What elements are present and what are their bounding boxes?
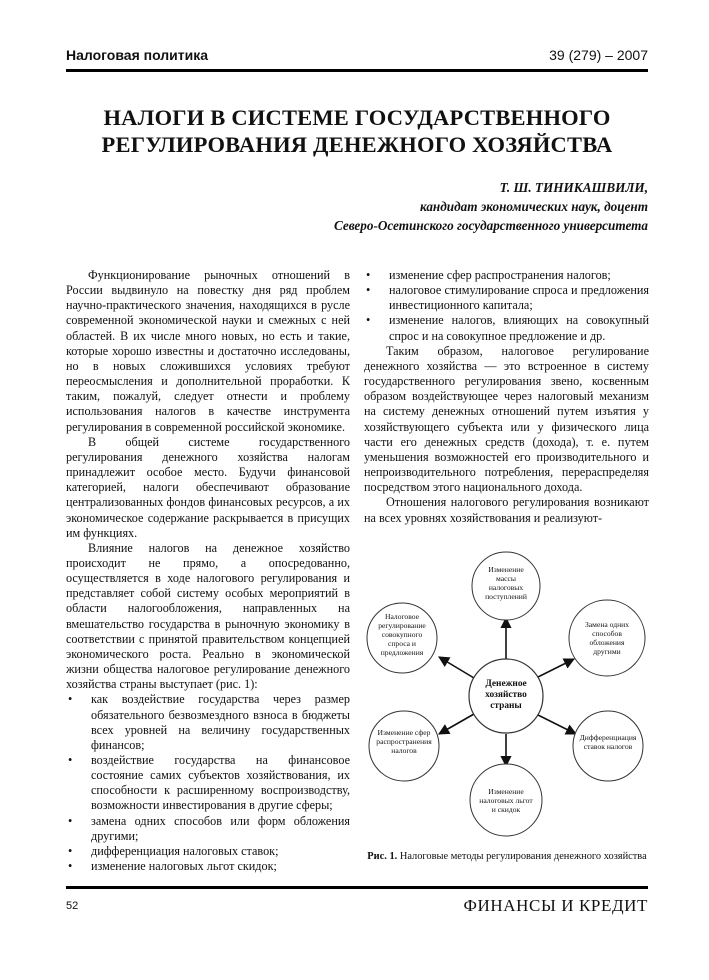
issue-number: 39 (279) – 2007 bbox=[549, 47, 648, 63]
left-column bbox=[66, 268, 350, 874]
node-center-label: Денежное хозяйство страны bbox=[485, 679, 527, 711]
caption-text: Налоговые методы регулирования денежного хозяйства bbox=[399, 851, 647, 862]
list-item: • замена одних способов или форм обложения другими; bbox=[66, 814, 350, 844]
arrow-bottom-right bbox=[536, 714, 576, 734]
article-title bbox=[60, 104, 654, 158]
paragraph: В общей системе государственного регулирования денежного хозяйства налогам принадлежит особое место. Будучи финансовой категорией, налоги обеспечивают образование централизованных фондов финансовых ресурсов, а их экономическое содержание раскрывается в присущих им функциях. bbox=[66, 434, 350, 540]
arrow-top-left bbox=[439, 657, 474, 678]
list-item: • воздействие государства на финансовое состояние самих субъектов хозяйствования, их способности к расширенному воспроизводству, возможности инвестирования в другие сферы; bbox=[66, 753, 350, 814]
figure-diagram bbox=[364, 548, 650, 848]
section-title: Налоговая политика bbox=[66, 47, 209, 63]
page-number: 52 bbox=[66, 900, 79, 912]
author-degree: кандидат экономических наук, доцент bbox=[419, 199, 648, 214]
running-header bbox=[66, 44, 648, 68]
list-item: • изменение сфер распространения налогов; bbox=[364, 268, 649, 283]
paragraph: Таким образом, налоговое регулирование денежного хозяйства — это встроенное в систему государственного регулирования звено, косвенным образом воздействующее через налоговый механизм на систему денежных отношений путем изъятия у хозяйствующего субъекта или у физического лица части его денежных средств (дохода), т. е. путем уменьшения возможностей его производительного и непроизводительного потребления, перераспределяя посредством этого национального дохода. bbox=[364, 343, 649, 495]
bullet-list bbox=[66, 692, 350, 874]
node-top-left-label: Налоговое регулирование совокупного спроса и предложения bbox=[378, 612, 426, 657]
list-item: • налоговое стимулирование спроса и предложения инвестиционного капитала; bbox=[364, 283, 649, 313]
author-block bbox=[334, 178, 648, 235]
list-item: • дифференциация налоговых ставок; bbox=[66, 844, 350, 859]
node-bottom-label: Изменение налоговых льгот и скидок bbox=[479, 787, 533, 814]
node-bottom-right-label: Дифференциация ставок налогов bbox=[579, 733, 637, 751]
header-rule bbox=[66, 69, 648, 72]
bullet-list bbox=[364, 268, 649, 344]
list-item: • как воздействие государства через размер обязательного безвозмездного взноса в бюджеты всех уровней на величину государственных финансов; bbox=[66, 692, 350, 753]
list-item: • изменение налоговых льгот скидок; bbox=[66, 859, 350, 874]
title-line-1: НАЛОГИ В СИСТЕМЕ ГОСУДАРСТВЕННОГО bbox=[103, 105, 611, 130]
list-item: • изменение налогов, влияющих на совокупный спрос и на совокупное предложение и др. bbox=[364, 313, 649, 343]
arrow-bottom-left bbox=[439, 714, 474, 734]
node-bottom-left-label: Изменение сфер распространения налогов bbox=[376, 728, 432, 755]
author-name: Т. Ш. ТИНИКАШВИЛИ, bbox=[499, 180, 648, 195]
node-top-label: Изменение массы налоговых поступлений bbox=[485, 565, 527, 601]
journal-name: ФИНАНСЫ И КРЕДИТ bbox=[463, 896, 648, 915]
paragraph: Функционирование рыночных отношений в России выдвинуло на повестку дня ряд проблем научно-практического значения, находящихся в русле современной экономической науки и смежных с ней областей. В их числе много новых, но есть и такие, которые хорошо известны и достаточно исследованы, но в новых сложившихся условиях требуют переосмысления и дополнительной проработки. К таким, пожалуй, следует отнести и проблему использования налогов в качестве инструмента регулирования в современной российской экономике. bbox=[66, 268, 350, 434]
figure-caption bbox=[364, 850, 650, 863]
title-line-2: РЕГУЛИРОВАНИЯ ДЕНЕЖНОГО ХОЗЯЙСТВА bbox=[101, 132, 613, 157]
paragraph: Влияние налогов на денежное хозяйство происходит не прямо, а опосредованно, осуществляется в ходе налогового регулирования и представляет собой систему особых мероприятий в области налогообложения, направленных на вмешательство государства в рыночную экономику в соответствии с принятой правительством концепцией экономического роста. Реально в экономической жизни общества налоговое регулирование денежного хозяйства страны выступает (рис. 1): bbox=[66, 540, 350, 692]
paragraph: Отношения налогового регулирования возникают на всех уровнях хозяйствования и реализуют- bbox=[364, 495, 649, 525]
node-top-right-label: Замена одних способов обложения другими bbox=[584, 620, 630, 656]
footer-rule bbox=[66, 886, 648, 889]
right-column bbox=[364, 268, 649, 526]
arrow-top-right bbox=[536, 659, 574, 678]
author-affiliation: Северо-Осетинского государственного университета bbox=[333, 218, 648, 233]
caption-label: Рис. 1. bbox=[367, 851, 398, 862]
